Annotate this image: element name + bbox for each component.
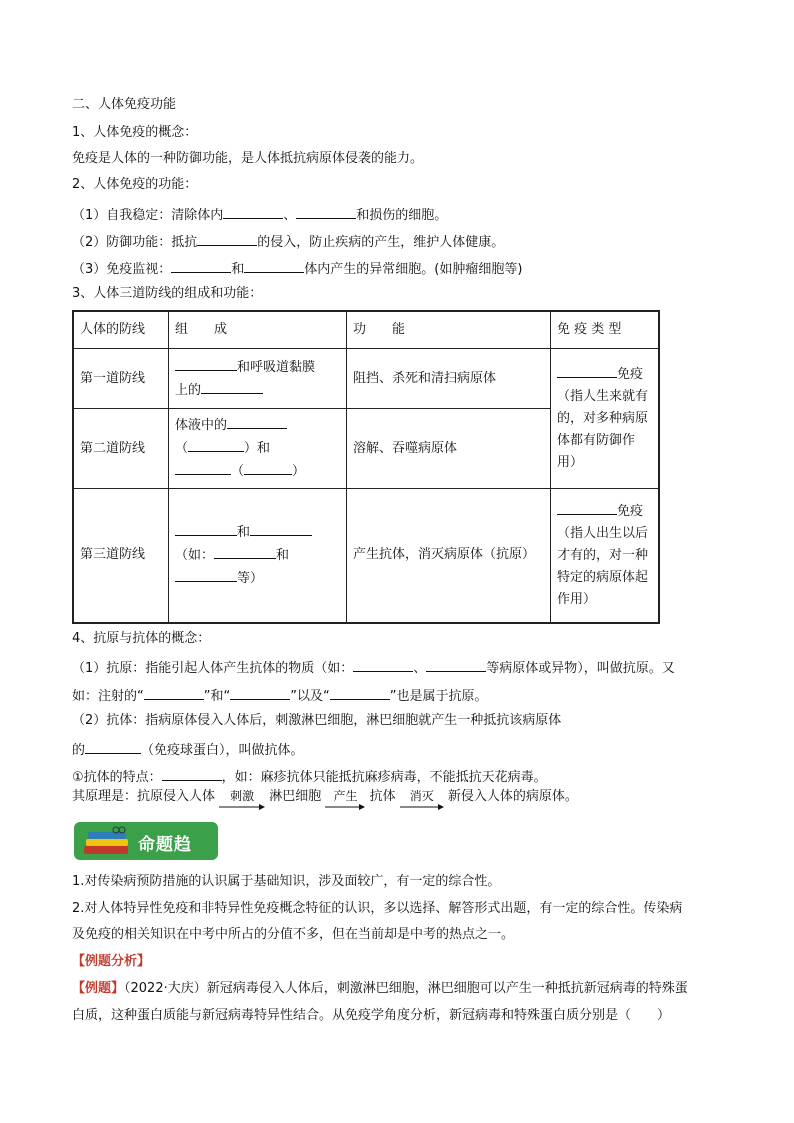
immunity-concept-body: 免疫是人体的一种防御功能，是人体抵抗病原体侵袭的能力。 [72,151,424,166]
text: 免疫 [616,503,643,519]
text: 新侵入人体的病原体。 [447,789,578,804]
fill-blank[interactable] [250,521,312,536]
fill-blank[interactable] [197,231,257,246]
text: （免疫球蛋白），叫做抗体。 [141,743,304,758]
header-line: 人体的防线 [73,311,168,349]
third-line-name: 第三道防线 [73,489,168,623]
right-arrow-icon [400,803,444,811]
fill-blank[interactable] [162,766,222,781]
trend-1: 1.对传染病预防措施的认识属于基础知识，涉及面较广，有一定的综合性。 [72,874,501,889]
text: 和损伤的细胞。 [356,208,448,223]
immunity-concept-heading: 1、人体免疫的概念： [72,125,198,140]
text: 、 [413,661,427,676]
antigen-antibody-heading: 4、抗原与抗体的概念： [72,631,211,646]
books-icon [80,824,136,858]
section-title: 二、人体免疫功能 [72,97,177,112]
third-line-function: 产生抗体，消灭病原体（抗原） [346,489,550,623]
antibody-definition: （2）抗体：指病原体侵入人体后，刺激淋巴细胞，淋巴细胞就产生一种抵抗该病原体 [72,713,562,728]
right-arrow-icon [219,803,265,811]
text: 体液中的 [174,418,227,433]
principle-flow [72,788,578,811]
header-type: 免 疫 类 型 [550,311,659,349]
arrow-label: 刺激 [230,789,255,803]
fill-blank[interactable] [85,739,141,754]
example-question [72,980,688,998]
text: （3）免疫监视： [72,262,172,277]
arrow-eliminate [400,789,444,811]
fill-blank[interactable] [223,204,283,219]
badge-label: 命题趋 [138,835,192,855]
text: 上的 [174,382,201,398]
antibody-feature [72,766,547,787]
antibody-definition-cont [72,739,304,760]
text: ）和 [244,441,271,456]
fill-blank[interactable] [230,685,290,700]
text: 淋巴细胞 [269,789,322,804]
second-line-function: 溶解、吞噬病原体 [346,409,550,489]
header-composition: 组 成 [168,311,346,349]
adaptive-immunity-type [550,489,659,623]
right-arrow-icon [325,803,365,811]
fill-blank[interactable] [175,460,231,475]
fill-blank[interactable] [144,685,204,700]
text: 和 [276,547,290,563]
fill-blank[interactable] [171,258,231,273]
fill-blank[interactable] [244,258,304,273]
text: （2）防御功能：抵抗 [72,235,198,250]
text: ”和“ [203,689,231,704]
function-defense [72,231,504,252]
fill-blank[interactable] [353,657,413,672]
arrow-label: 消灭 [409,789,434,803]
fill-blank[interactable] [175,356,237,371]
header-function: 功 能 [346,311,550,349]
fill-blank[interactable] [557,363,617,378]
text: ） [292,464,306,479]
third-line-composition [168,489,346,623]
table-row [73,489,659,623]
defense-lines-table [72,310,660,624]
first-line-composition [168,349,346,409]
first-line-function: 阻挡、杀死和清扫病原体 [346,349,550,409]
text: 的侵入，防止疾病的产生，维护人体健康。 [257,235,505,250]
second-line-composition [168,409,346,489]
text: ”以及“ [290,689,330,704]
text: 体内产生的异常细胞。(如肿瘤细胞等) [304,262,523,277]
antigen-definition [72,657,675,678]
arrow-label: 产生 [333,789,358,803]
fill-blank[interactable] [175,521,237,536]
fill-blank[interactable] [426,657,486,672]
fill-blank[interactable] [227,414,287,429]
text: （2022·大庆）新冠病毒侵入人体后，刺激淋巴细胞，淋巴细胞可以产生一种抵抗新冠病毒的特殊蛋 [124,981,688,996]
fill-blank[interactable] [175,567,237,582]
fill-blank[interactable] [557,500,617,515]
example-heading: 【例题分析】 [72,954,151,969]
text: ”也是属于抗原。 [389,689,488,704]
fill-blank[interactable] [201,379,263,394]
antigen-examples [72,685,487,706]
fill-blank[interactable] [188,437,244,452]
table-header-row [73,311,659,349]
exam-trend-badge [74,822,218,860]
fill-blank[interactable] [214,544,276,559]
arrow-stimulate [219,789,265,811]
trend-2: 2.对人体特异性免疫和非特异性免疫概念特征的认识，多以选择、解答形式出题，有一定的综合性。传染病 [72,901,683,916]
text: （1）自我稳定：清除体内 [72,208,224,223]
function-self-stability [72,204,447,225]
innate-immunity-type [550,349,659,489]
arrow-produce [325,789,365,811]
text: 其原理是：抗原侵入人体 [72,789,216,804]
text: 抗体 [369,789,396,804]
fill-blank[interactable] [244,460,292,475]
text: 和呼吸道黏膜 [236,359,315,375]
trend-2-cont: 及免疫的相关知识在中考中所占的分值不多，但在当前却是中考的热点之一。 [72,927,515,942]
first-line-name: 第一道防线 [73,349,168,409]
text: 免疫 [616,367,643,382]
text: 、 [283,208,297,223]
text: 和 [236,524,250,540]
example-question-cont: 白质，这种蛋白质能与新冠病毒特异性结合。从免疫学角度分析，新冠病毒和特殊蛋白质分别是（ ） [72,1008,671,1023]
second-line-name: 第二道防线 [73,409,168,489]
function-surveillance [72,258,522,279]
type-description: （指人出生以后才有的，对一种特定的病原体起作用） [556,525,648,607]
immunity-function-heading: 2、人体免疫的功能： [72,177,198,192]
text: 和 [231,262,245,277]
text: ①抗体的特点： [72,770,162,785]
text: 等） [236,570,263,586]
fill-blank[interactable] [296,204,356,219]
text: 的 [72,743,86,758]
text: （如： [174,547,214,563]
text: ，如：麻疹抗体只能抵抗麻疹病毒，不能抵抗天花病毒。 [221,770,547,785]
text: （ [174,441,188,456]
example-tag: 【例题】 [72,981,125,996]
fill-blank[interactable] [330,685,390,700]
text: （1）抗原：指能引起人体产生抗体的物质（如： [72,661,354,676]
text: 等病原体或异物），叫做抗原。又 [486,661,675,676]
three-lines-heading: 3、人体三道防线的组成和功能： [72,286,263,301]
table-row [73,349,659,409]
type-description: （指人生来就有的，对多种病原体都有防御作用） [556,389,648,470]
text: 如：注射的“ [72,689,144,704]
text: （ [230,464,244,479]
